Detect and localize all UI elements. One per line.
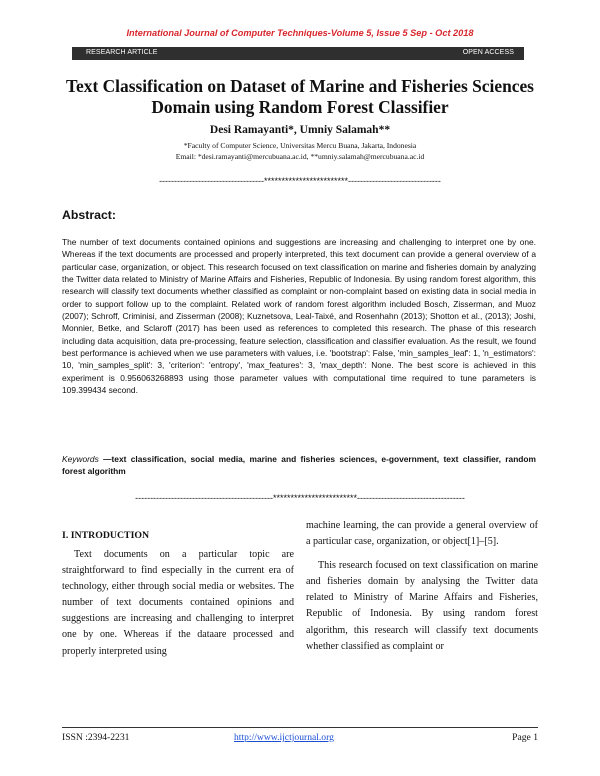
article-type-bar (72, 47, 524, 60)
authors: Desi Ramayanti*, Umniy Salamah** (209, 124, 391, 136)
research-article-label: RESEARCH ARTICLE (86, 48, 158, 56)
keywords-label: Keywords (62, 454, 99, 464)
paper-title: Text Classification on Dataset of Marine and Fisheries Sciences Domain using Random Forest Classifier (66, 76, 534, 117)
abstract-heading: Abstract: (62, 208, 116, 222)
affiliation: *Faculty of Computer Science, Universitas Mercu Buana, Jakarta, Indonesia (183, 141, 417, 150)
keywords (62, 453, 536, 478)
research-focus-paragraph: This research focused on text classification on marine and fisheries domain by analysing the Twitter data related to Ministry of Marine Affairs and Fisheries, Republic of Indonesia. By using random forest algorithm, this research will classify text documents whether classified as complaint or (306, 560, 538, 652)
footer-page-number: Page 1 (512, 732, 538, 743)
email-line: Email: *desi.ramayanti@mercubuana.ac.id, **umniy.salamah@mercubuana.ac.id (175, 152, 425, 161)
abstract-text: The number of text documents contained opinions and suggestions are increasing and challenging to interpret one by one. Whereas if the text documents are processed and properly interpreted, this text document can provide a general overview of a particular case, organization, or object. This research focused on text classification on marine and fisheries domain by analyzing the Twitter data related to Ministry of Marine Affairs and Fisheries, Republic of Indonesia. By using random forest algorithm, this research will classify text documents whether classified as complaint or non-complaint based on existing data in social media in order to support follow up to the complaint. Related work of random forest algorithm included Bosch, Zisserman, and Muoz (2007); Schroff, Criminisi, and Zisserman (2008); Kuznetsova, Leal-Taixé, and Rosenhahn (2013); Shotton et al., (2013); Joshi, Monnier, Betke, and Sclaroff (2017) has been used as references to completed this research. The phase of this research including data acquisition, data pre-processing, feature selection, classification and classifier evaluation. As the result, we found best performance is achieved when we use parameters with values, i.e. 'bootstrap': False, 'min_samples_leaf': 1, 'n_estimators': 10, 'min_samples_split': 3, 'criterion': 'entropy', 'max_features': 3, 'max_depth': None. The best score is achieved in this experiment is 0.956063268893 using those parameter values with computational time required to tune parameters is 109.399434 second. (62, 237, 536, 396)
journal-header: International Journal of Computer Techniques-Volume 5, Issue 5 Sep - Oct 2018 (126, 28, 474, 38)
right-column (306, 518, 538, 655)
footer-issn: ISSN :2394-2231 (62, 732, 130, 743)
left-column (62, 547, 294, 660)
separator-top: -----------------------------------************************------------------------------- (159, 176, 441, 186)
section-heading-introduction: I. INTRODUCTION (62, 530, 150, 541)
intro-paragraph-continued: machine learning, the can provide a general overview of a particular case, organization, or object[1]–[5]. (306, 520, 538, 548)
footer-url-link[interactable]: http://www.ijctjournal.org (234, 732, 334, 743)
footer-rule (62, 727, 538, 728)
separator-bottom: ----------------------------------------------************************------------------------------------ (135, 493, 465, 503)
open-access-label: OPEN ACCESS (462, 48, 514, 56)
intro-paragraph: Text documents on a particular topic are straightforward to find especially in the current era of technology, either through social media or websites. The number of text documents contained opinions and suggestions are increasing and challenging to interpret one by one. Whereas if the dataare processed and properly interpreted using (62, 549, 294, 657)
keywords-text: —text classification, social media, marine and fisheries sciences, e-government, text classifier, random forest algorithm (62, 454, 536, 477)
